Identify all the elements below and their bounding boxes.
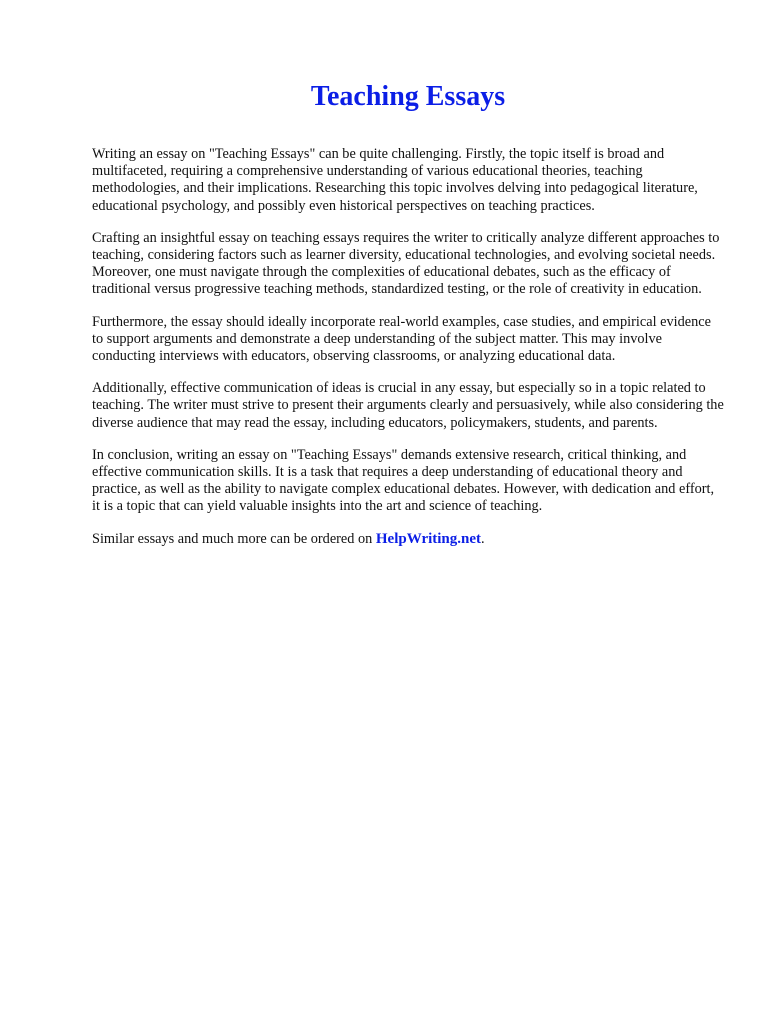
closing-line [92,531,724,548]
paragraph-4: Additionally, effective communication of ideas is crucial in any essay, but especially so in a topic related to teaching. The writer must strive to present their arguments clearly and persuasively, while also considering the diverse audience that may read the essay, including educators, policymakers, students, and parents. [92,380,724,431]
helpwriting-link[interactable]: HelpWriting.net [375,530,482,547]
paragraph-2: Crafting an insightful essay on teaching essays requires the writer to critically analyze different approaches to teaching, considering factors such as learner diversity, educational technologies, and evolving societal needs. Moreover, one must navigate through the complexities of educational debates, such as the efficacy of traditional versus progressive teaching methods, standardized testing, or the role of creativity in education. [92,229,720,298]
page-title: Teaching Essays [310,81,506,112]
paragraph-5: In conclusion, writing an essay on "Teaching Essays" demands extensive research, critical thinking, and effective communication skills. It is a task that requires a deep understanding of educational theory and practice, as well as the ability to navigate complex educational debates. However, with dedication and effort, it is a topic that can yield valuable insights into the art and science of teaching. [92,446,715,515]
closing-suffix: . [481,530,485,547]
paragraph-3: Furthermore, the essay should ideally incorporate real-world examples, case studies, and empirical evidence to support arguments and demonstrate a deep understanding of the subject matter. This may involve conducting interviews with educators, observing classrooms, or analyzing educational data. [92,313,711,365]
essay-body [92,146,724,563]
closing-prefix: Similar essays and much more can be ordered on [92,530,376,547]
paragraph-1: Writing an essay on "Teaching Essays" can be quite challenging. Firstly, the topic itself is broad and multifaceted, requiring a comprehensive understanding of various educational theories, teaching methodologies, and their implications. Researching this topic involves delving into pedagogical literature, educational psychology, and possibly even historical perspectives on teaching practices. [92,146,698,214]
